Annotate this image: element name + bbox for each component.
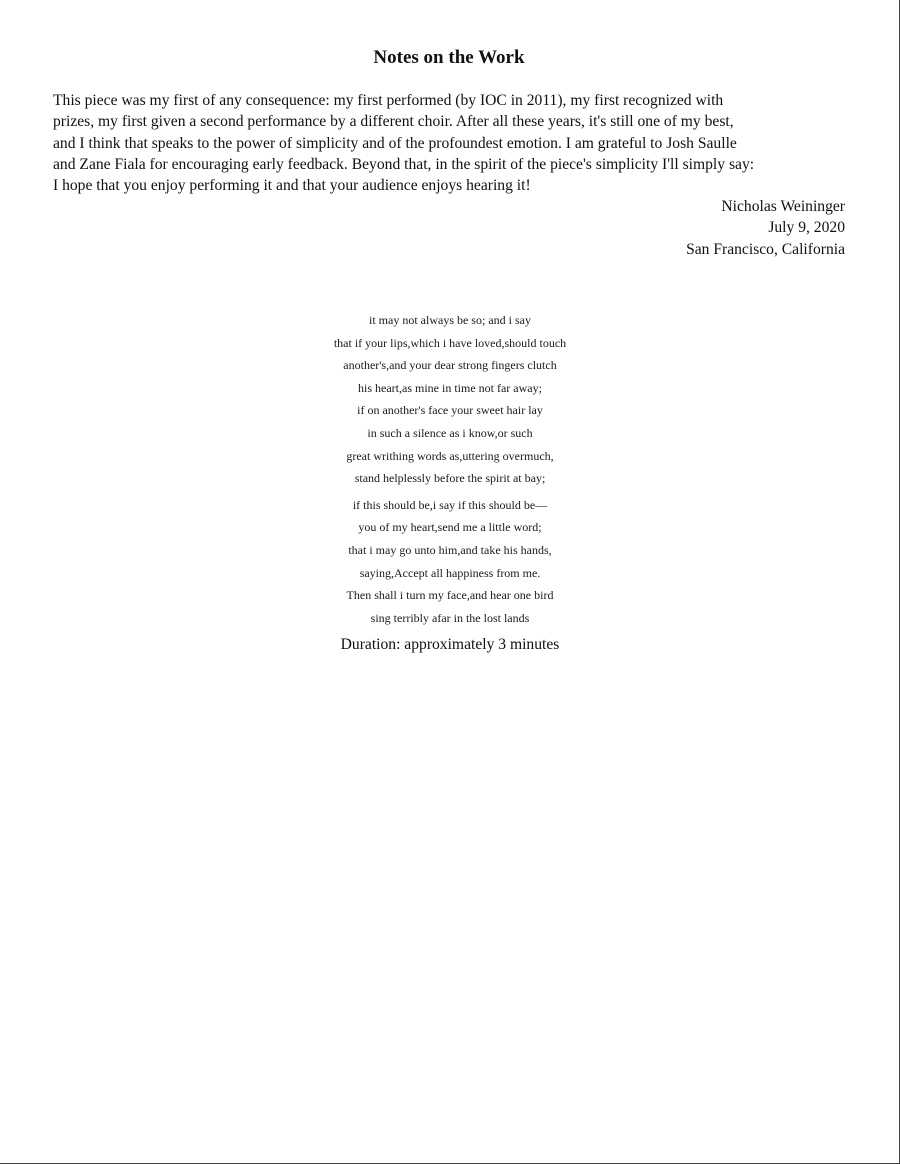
notes-line: I hope that you enjoy performing it and that your audience enjoys hearing it! [53, 177, 531, 195]
poem-stanza-1 [250, 309, 650, 490]
poem-line: that if your lips,which i have loved,should touch [333, 335, 567, 350]
poem-stanza-2 [250, 494, 650, 630]
notes-line: and I think that speaks to the power of simplicity and of the profoundest emotion. I am grateful to Josh Saulle [53, 134, 737, 152]
author-name: Nicholas Weininger [721, 198, 845, 215]
poem-line: saying,Accept all happiness from me. [359, 565, 541, 580]
notes-line: prizes, my first given a second performance by a different choir. After all these years, it's still one of my best, [53, 113, 734, 131]
poem-line: great writhing words as,uttering overmuch, [346, 448, 554, 463]
poem-line: Then shall i turn my face,and hear one bird [346, 588, 554, 603]
poem-line: it may not always be so; and i say [369, 313, 531, 327]
signature-date: July 9, 2020 [768, 219, 845, 237]
duration-text: Duration: approximately 3 minutes [340, 636, 560, 653]
poem-line: that i may go unto him,and take his hands, [348, 542, 552, 557]
poem-line: stand helplessly before the spirit at bay; [354, 471, 546, 486]
notes-line: This piece was my first of any consequence: my first performed (by IOC in 2011), my first recognized with [53, 92, 724, 109]
poem-line: you of my heart,send me a little word; [358, 520, 542, 535]
notes-line: and Zane Fiala for encouraging early feedback. Beyond that, in the spirit of the piece's simplicity I'll simply say: [53, 155, 755, 173]
poem-line: in such a silence as i know,or such [367, 425, 533, 440]
poem-text [250, 309, 650, 629]
poem-line: his heart,as mine in time not far away; [358, 380, 542, 395]
poem-line: if this should be,i say if this should be— [352, 497, 548, 512]
signature-place: San Francisco, California [686, 240, 845, 258]
notes-paragraph [53, 90, 848, 196]
poem-line: if on another's face your sweet hair lay [357, 403, 543, 418]
poem-line: sing terribly afar in the lost lands [370, 610, 530, 625]
page-title: Notes on the Work [373, 47, 525, 68]
signature-block [686, 196, 845, 260]
poem-line: another's,and your dear strong fingers clutch [343, 358, 557, 373]
